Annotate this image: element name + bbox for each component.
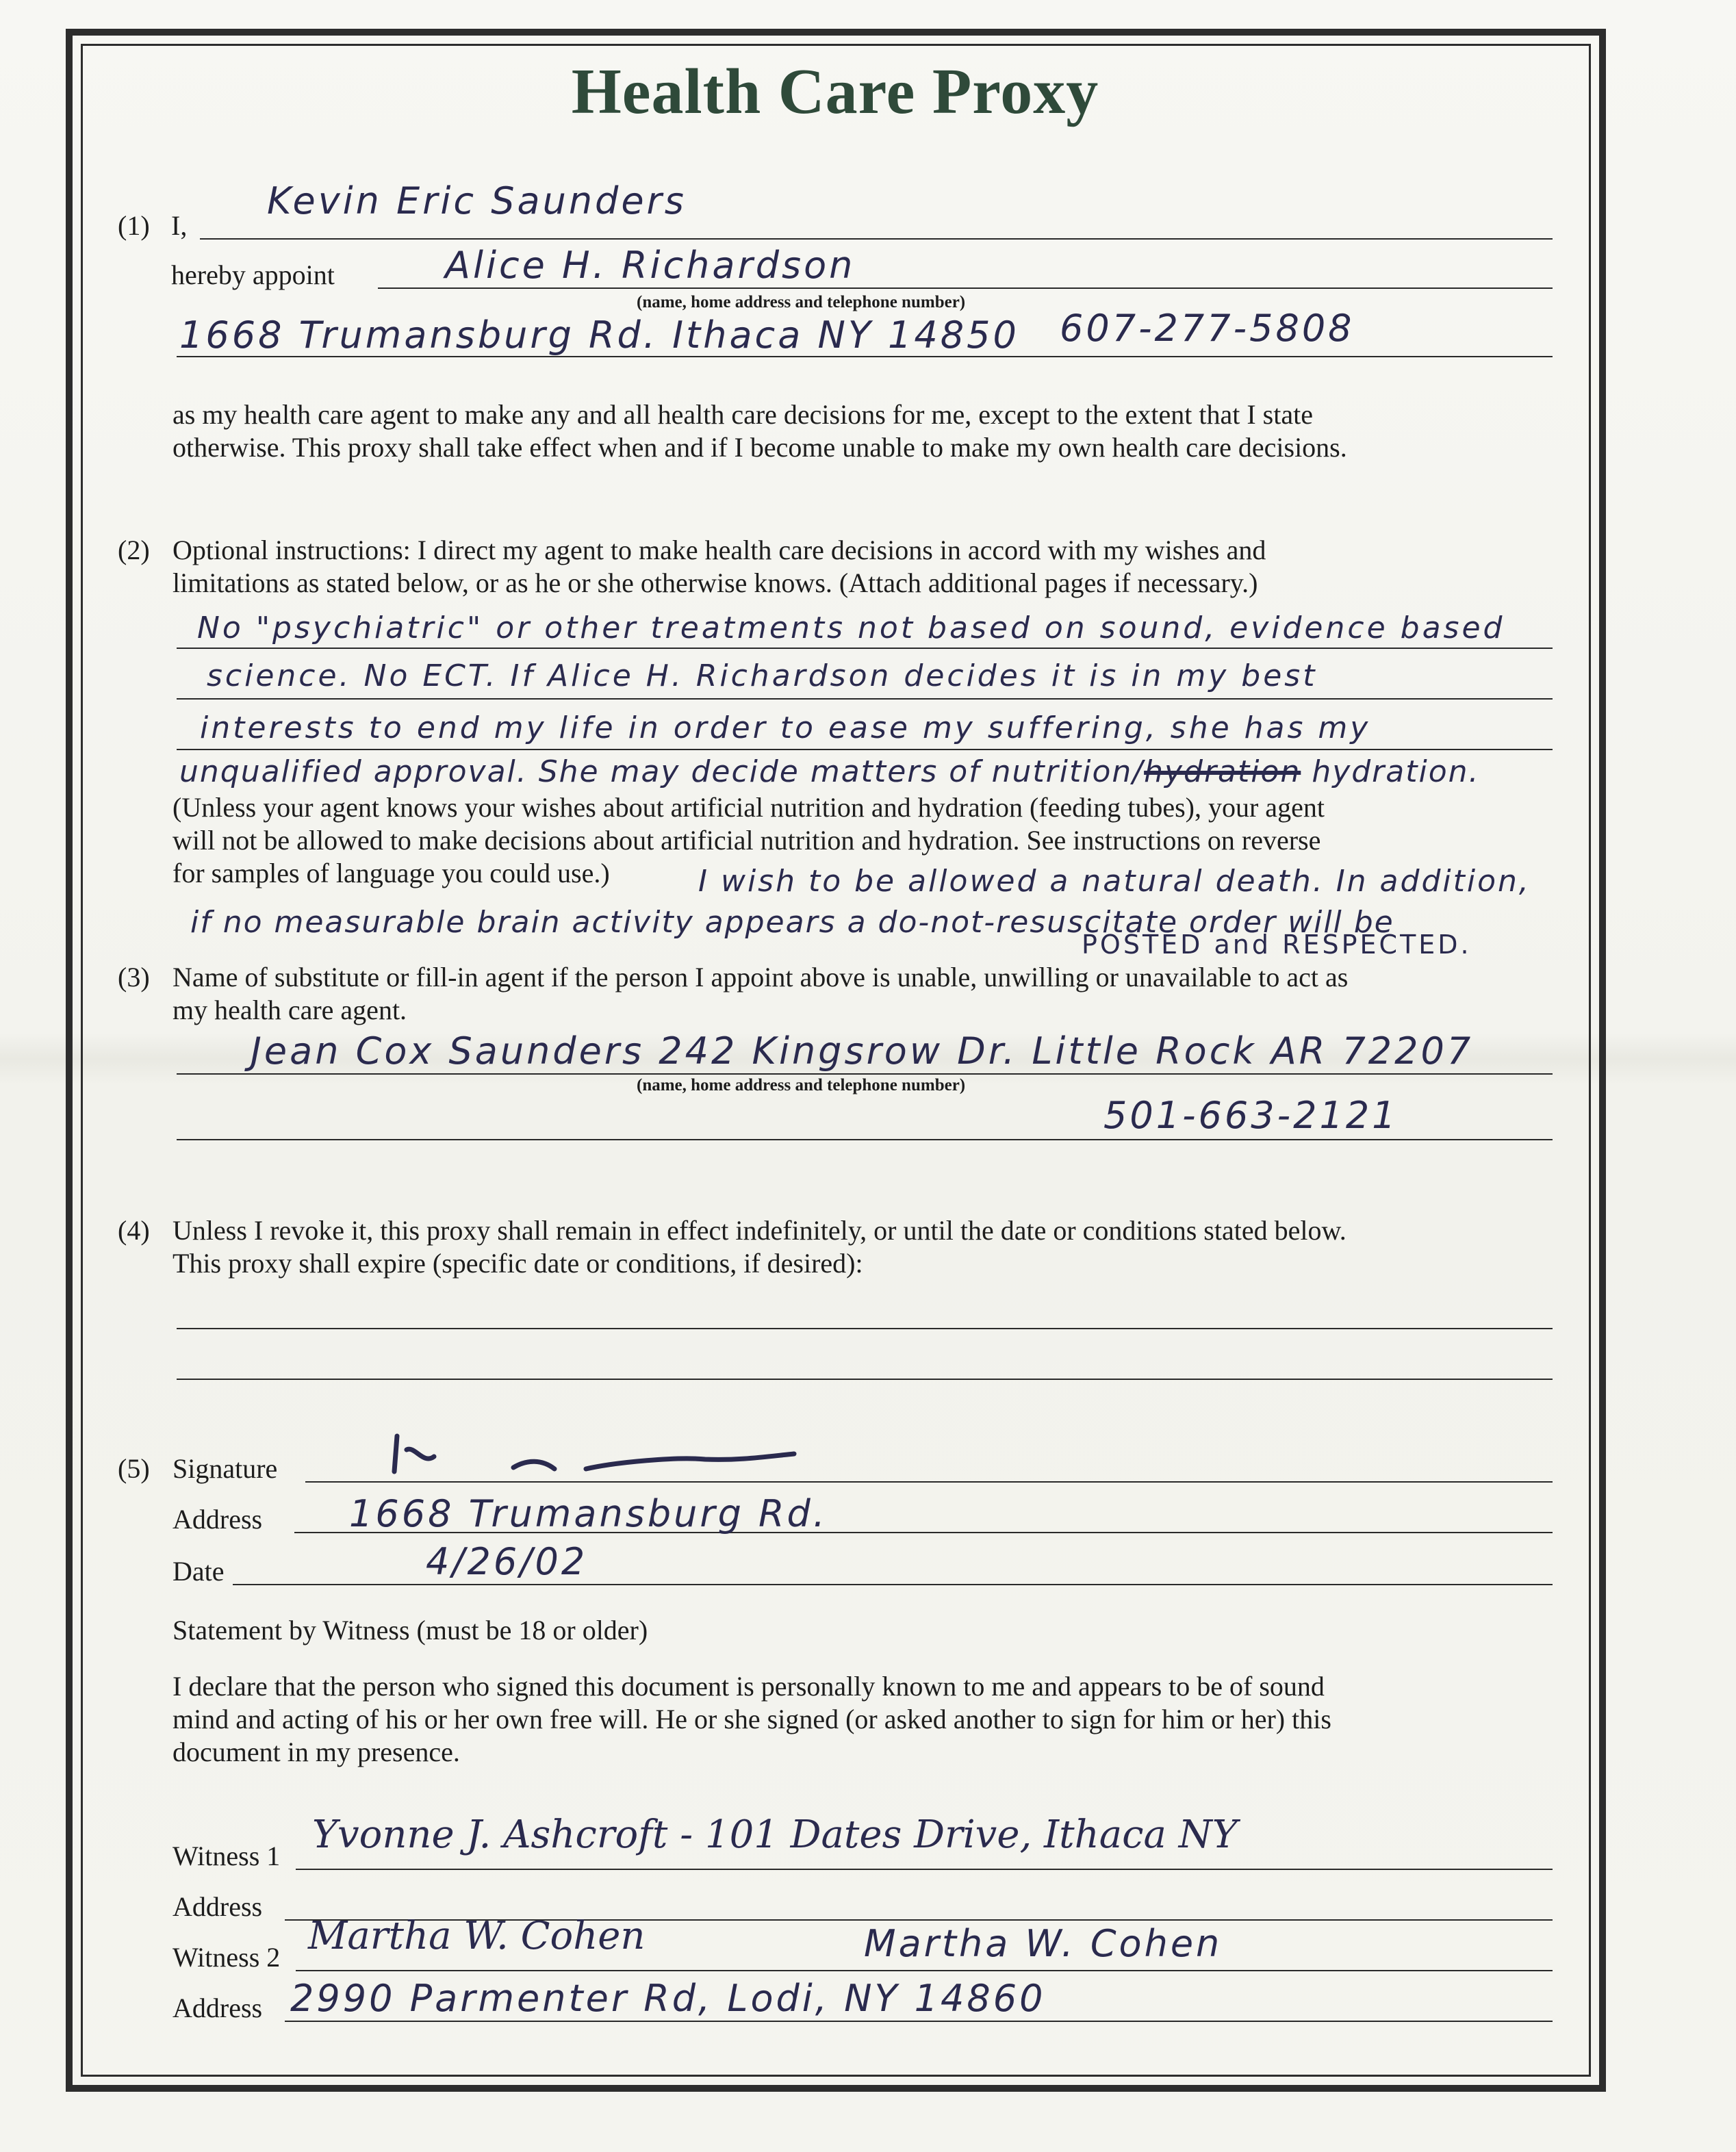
- substitute-agent-field[interactable]: Jean Cox Saunders 242 Kingsrow Dr. Little Rock AR 72207: [251, 1029, 1474, 1073]
- instructions-line-1: [177, 648, 1553, 649]
- instructions-handwriting-2[interactable]: science. No ECT. If Alice H. Richardson decides it is in my best: [207, 658, 1318, 693]
- section-2-text-line-2: limitations as stated below, or as he or she otherwise knows. (Attach additional pages if necessary.): [173, 567, 1258, 598]
- principal-name-line: [200, 238, 1553, 240]
- section-1-number: (1): [118, 210, 150, 241]
- instructions-handwriting-3[interactable]: interests to end my life in order to ease my suffering, she has my: [200, 710, 1371, 745]
- principal-address-field[interactable]: 1668 Trumansburg Rd.: [349, 1492, 828, 1535]
- witness-declaration-line-2: mind and acting of his or her own free will. He or she signed (or asked another to sign for him or her) this: [173, 1704, 1331, 1734]
- witness-2-address-field[interactable]: 2990 Parmenter Rd, Lodi, NY 14860: [290, 1977, 1046, 2020]
- signature-label: Signature: [173, 1453, 278, 1484]
- substitute-agent-line: [177, 1073, 1553, 1075]
- instructions-handwriting-5[interactable]: I wish to be allowed a natural death. In addition,: [698, 864, 1531, 899]
- date-line: [233, 1584, 1553, 1585]
- instructions-line-2: [177, 698, 1553, 700]
- instructions-handwriting-4-end: hydration.: [1312, 754, 1480, 789]
- principal-label: I,: [171, 210, 188, 241]
- witness-1-label: Witness 1: [173, 1841, 281, 1871]
- witness-2-line: [296, 1970, 1553, 1971]
- agent-caption: (name, home address and telephone number): [637, 293, 966, 311]
- substitute-phone-field[interactable]: 501-663-2121: [1103, 1094, 1399, 1137]
- agent-address-field[interactable]: 1668 Trumansburg Rd. Ithaca NY 14850: [179, 313, 1019, 357]
- principal-signature[interactable]: [383, 1429, 808, 1484]
- section-2-print-line-2: will not be allowed to make decisions about artificial nutrition and hydration. See instructions on reverse: [173, 825, 1321, 856]
- section-1-text-line-1: as my health care agent to make any and all health care decisions for me, except to the extent that I state: [173, 399, 1313, 430]
- substitute-caption: (name, home address and telephone number): [637, 1076, 966, 1094]
- witness-declaration-line-3: document in my presence.: [173, 1737, 460, 1767]
- section-1-text-line-2: otherwise. This proxy shall take effect when and if I become unable to make my own health care decisions.: [173, 432, 1347, 463]
- address-label: Address: [173, 1504, 263, 1535]
- section-3-text-line-1: Name of substitute or fill-in agent if the person I appoint above is unable, unwilling or unavailable to act as: [173, 962, 1349, 992]
- instructions-handwriting-1[interactable]: No "psychiatric" or other treatments not based on sound, evidence based: [197, 611, 1505, 645]
- witness-heading: Statement by Witness (must be 18 or older): [173, 1615, 648, 1645]
- agent-phone-field[interactable]: 607-277-5808: [1060, 307, 1355, 350]
- witness-1-line: [296, 1869, 1553, 1870]
- section-2-text-line-1: Optional instructions: I direct my agent to make health care decisions in accord with my wishes and: [173, 535, 1266, 565]
- witness-2-signature[interactable]: Martha W. Cohen: [308, 1914, 646, 1958]
- agent-name-field[interactable]: Alice H. Richardson: [445, 244, 856, 287]
- expiration-line-1[interactable]: [177, 1328, 1553, 1329]
- instructions-handwriting-6[interactable]: if no measurable brain activity appears a do-not-resuscitate order will be: [190, 905, 1394, 940]
- witness-1-address-label: Address: [173, 1891, 263, 1922]
- section-4-text-line-1: Unless I revoke it, this proxy shall remain in effect indefinitely, or until the date or conditions stated below.: [173, 1215, 1346, 1246]
- section-2-print-line-1: (Unless your agent knows your wishes about artificial nutrition and hydration (feeding tubes), your agent: [173, 792, 1325, 823]
- section-2-print-line-3: for samples of language you could use.): [173, 858, 610, 888]
- document-title: Health Care Proxy: [571, 56, 1099, 127]
- witness-2-label: Witness 2: [173, 1942, 281, 1973]
- section-4-text-line-2: This proxy shall expire (specific date or conditions, if desired):: [173, 1248, 863, 1279]
- expiration-line-2[interactable]: [177, 1379, 1553, 1380]
- date-label: Date: [173, 1556, 225, 1587]
- section-5-number: (5): [118, 1453, 150, 1484]
- witness-2-printed-name[interactable]: Martha W. Cohen: [864, 1922, 1223, 1965]
- substitute-phone-line: [177, 1139, 1553, 1140]
- instructions-line-3: [177, 749, 1553, 750]
- instructions-handwriting-7[interactable]: POSTED and RESPECTED.: [1082, 930, 1472, 960]
- witness-declaration-line-1: I declare that the person who signed this document is personally known to me and appears to be of sound: [173, 1671, 1325, 1702]
- witness-1-field[interactable]: Yvonne J. Ashcroft - 101 Dates Drive, Ithaca NY: [312, 1812, 1238, 1857]
- section-2-number: (2): [118, 535, 150, 565]
- agent-name-line: [378, 287, 1553, 289]
- principal-name-field[interactable]: Kevin Eric Saunders: [267, 179, 687, 222]
- instructions-handwriting-4-text: unqualified approval. She may decide matters of nutrition/: [179, 754, 1145, 789]
- struck-out-word: hydration: [1144, 754, 1301, 789]
- date-field[interactable]: 4/26/02: [426, 1540, 588, 1583]
- section-3-text-line-2: my health care agent.: [173, 995, 407, 1025]
- witness-2-address-line: [285, 2021, 1553, 2022]
- section-4-number: (4): [118, 1215, 150, 1246]
- instructions-handwriting-4[interactable]: [179, 754, 1480, 789]
- appoint-label: hereby appoint: [171, 259, 335, 290]
- section-3-number: (3): [118, 962, 150, 992]
- witness-2-address-label: Address: [173, 1993, 263, 2023]
